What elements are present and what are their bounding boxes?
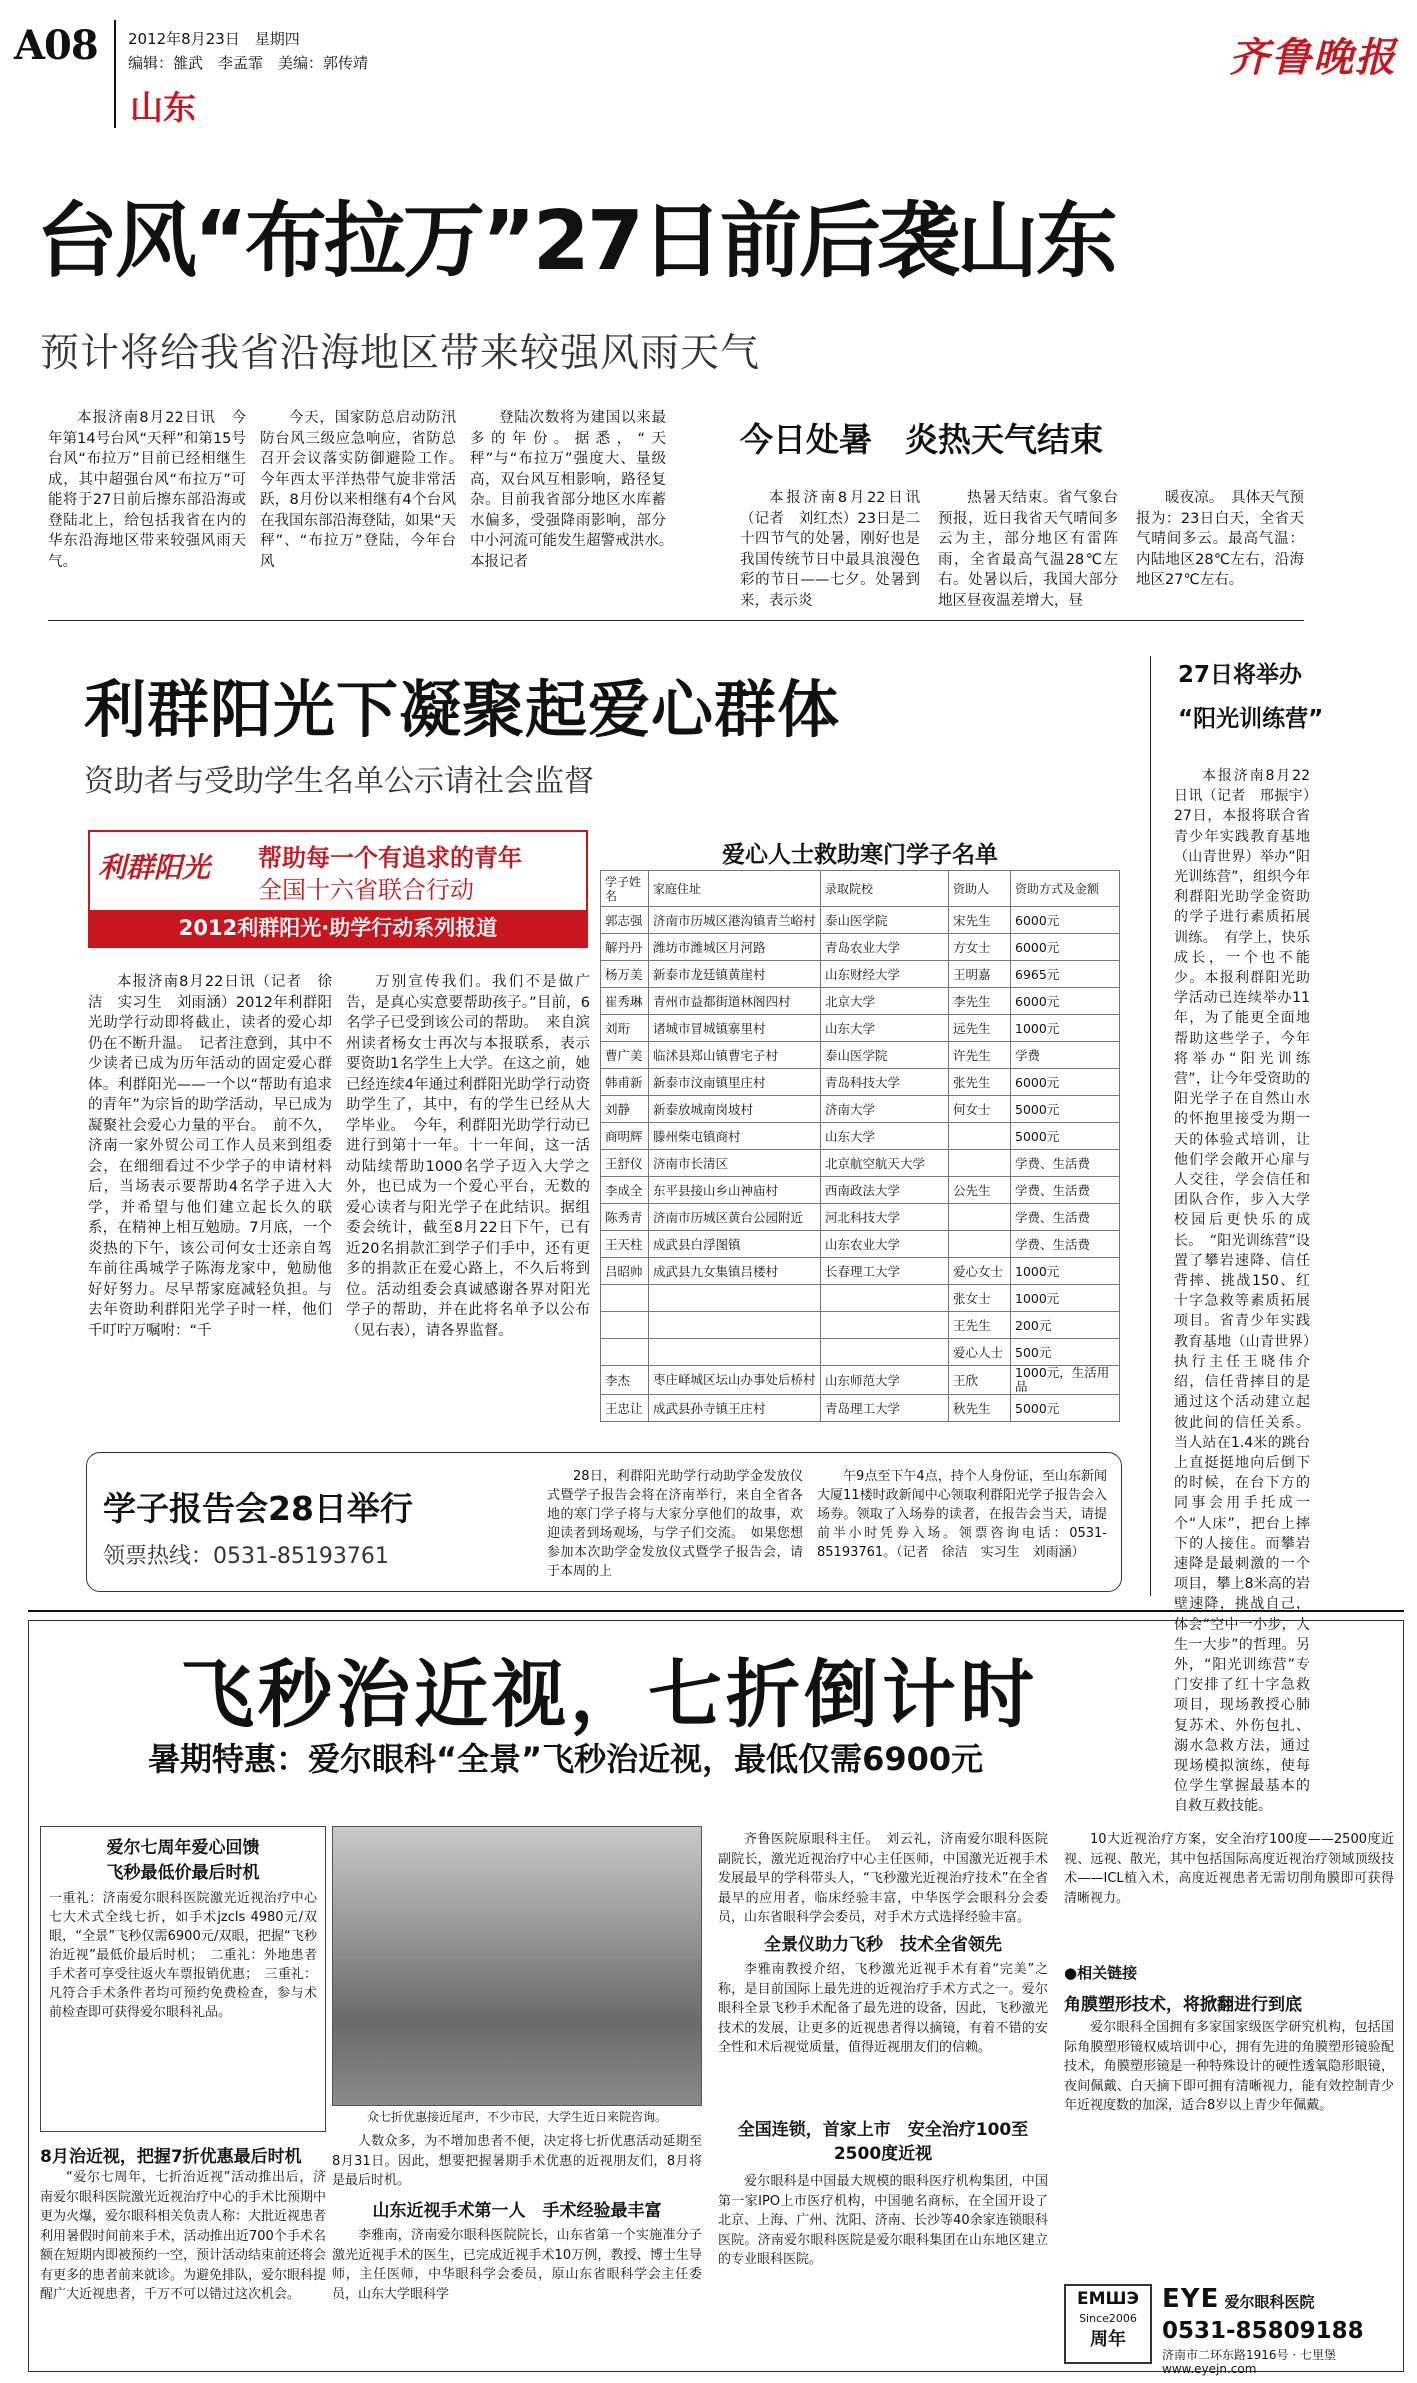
names-table-cell: 1000元: [1011, 1015, 1120, 1042]
report-title: 学子报告会28日举行: [103, 1489, 413, 1528]
ad-badge-since: Since2006: [1079, 2312, 1137, 2325]
names-table-cell: 秋先生: [949, 1395, 1011, 1422]
ad-badge-anniv: 周年: [1090, 2329, 1126, 2350]
editor-credits: 编辑：雒武 李孟霏 美编：郭传靖: [128, 54, 369, 72]
solar-term-column-1: 本报济南8月22日讯（记者 刘红杰）23日是二十四节气的处暑，刚好也是我国传统节日中最具浪漫色彩的节日——七夕。处暑到来，表示炎: [740, 490, 920, 609]
names-table-cell: 杨万美: [601, 961, 649, 988]
solar-term-column-3: 暖夜凉。 具体天气预报为：23日白天，全省天气晴间多云。最高气温：内陆地区28℃左右，沿海地区27℃左右。: [1136, 490, 1304, 588]
names-table-cell: 济南市历城区黄台公园附近: [649, 1204, 821, 1231]
names-table-cell: 曹广美: [601, 1042, 649, 1069]
names-table-cell: 山东财经大学: [821, 961, 949, 988]
section-title: 山东: [130, 88, 196, 127]
names-table-cell: 东平县接山乡山神庙村: [649, 1177, 821, 1204]
solar-term-headline: 今日处暑 炎热天气结束: [740, 420, 1103, 459]
names-table-cell: 成武县九女集镇吕楼村: [649, 1258, 821, 1285]
names-table-body: [601, 907, 1120, 1422]
names-table-cell: 学费、生活费: [1011, 1231, 1120, 1258]
ad-col3-body-1: 齐鲁医院原眼科主任。 刘云礼，济南爱尔眼科医院副院长，激光近视治疗中心主任医师，中国激光近视手术发展最早的学科带头人，“飞秒激光近视治疗技术”在全省最早的应用者，临床经验丰富，中华医学会眼科分会委员，山东省眼科学会委员，对手术方式选择经验丰富。: [718, 1832, 1048, 1925]
names-table-cell: 滕州柴屯镇商村: [649, 1123, 821, 1150]
names-table-header: 家庭住址: [649, 871, 821, 907]
ad-brand-mark: EYE: [1162, 2284, 1220, 2314]
names-table-cell: [821, 1339, 949, 1366]
camp-headline-2: “阳光训练营”: [1178, 706, 1324, 732]
names-table-row: [601, 934, 1120, 961]
names-table-cell: [821, 1285, 949, 1312]
solar-term-column-2: 热暑天结束。省气象台预报，近日我省天气晴间多云为主，部分地区有雷阵雨，全省最高气温28℃左右。处暑以后，我国大部分地区昼夜温差增大，昼: [938, 490, 1118, 609]
names-table-cell: 学费: [1011, 1042, 1120, 1069]
camp-divider: [1150, 656, 1151, 1596]
names-table-cell: 泰山医学院: [821, 907, 949, 934]
names-table-cell: [601, 1312, 649, 1339]
names-table-row: [601, 1204, 1120, 1231]
lijun-headline: 利群阳光下凝聚起爱心群体: [84, 673, 841, 746]
ad-col2-heading-1: 8月治近视，把握7折优惠最后时机: [40, 2147, 302, 2167]
names-table-row: [601, 961, 1120, 988]
names-table-cell: [949, 1231, 1011, 1258]
names-table-row: [601, 1123, 1120, 1150]
names-table-cell: 刘静: [601, 1096, 649, 1123]
names-table-cell: [949, 1123, 1011, 1150]
names-table-cell: 山东大学: [821, 1015, 949, 1042]
ad-col3-heading-2: 全国连锁，首家上市 安全治疗100至2500度近视: [737, 2120, 1029, 2164]
names-table: [600, 870, 1120, 1422]
names-table-cell: 刘珩: [601, 1015, 649, 1042]
names-table-row: [601, 1069, 1120, 1096]
names-table-cell: 解丹丹: [601, 934, 649, 961]
names-table-cell: 商明辉: [601, 1123, 649, 1150]
names-table-row: [601, 1015, 1120, 1042]
names-table-row: [601, 1312, 1120, 1339]
names-table-cell: 韩甫新: [601, 1069, 649, 1096]
ad-gift-box: [40, 1826, 326, 2132]
names-table-cell: 5000元: [1011, 1096, 1120, 1123]
ad-col3-body-2: 李雅南教授介绍，飞秒激光近视手术有着“完美”之称，是目前国际上最先进的近视治疗手术方式之一。爱尔眼科全景飞秒手术配备了最先进的设备，因此，飞秒激光技术的发展，让更多的近视患者得以摘镜，有着不错的安全性和术后视觉质量，值得近视朋友们的信赖。: [718, 1962, 1048, 2055]
names-table-cell: 张女士: [949, 1285, 1011, 1312]
names-table-cell: 西南政法大学: [821, 1177, 949, 1204]
names-table-header: 录取院校: [821, 871, 949, 907]
ad-gift-body: 一重礼：济南爱尔眼科医院激光近视治疗中心七大术式全线七折，如手术jzcls 4980元/双眼，“全景”飞秒仅需6900元/双眼，把握“飞秒治近视”最低价最后时机； 二重礼：外地患者手术者可享受往返火车票报销优惠； 三重礼：凡符合手术条件者均可预约免费检查，参与术前检查即可获得爱尔眼科礼品。: [49, 1891, 317, 2020]
names-table-cell: 李成全: [601, 1177, 649, 1204]
names-table-cell: 许先生: [949, 1042, 1011, 1069]
names-table-cell: 济南市历城区港沟镇青兰峪村: [649, 907, 821, 934]
names-table-cell: 王忠让: [601, 1395, 649, 1422]
names-table-cell: 1000元: [1011, 1285, 1120, 1312]
names-table-cell: 1000元: [1011, 1258, 1120, 1285]
names-table-row: [601, 1258, 1120, 1285]
ad-brand-name: 爱尔眼科医院: [1224, 2293, 1315, 2311]
names-table-cell: 学费、生活费: [1011, 1150, 1120, 1177]
names-table-cell: 李杰: [601, 1366, 649, 1395]
names-table-cell: 方女士: [949, 934, 1011, 961]
ad-gift-title-1: 爱尔七周年爱心回馈: [106, 1838, 260, 1858]
report-column-2: 午9点至下午4点，持个人身份证，至山东新闻大厦11楼时政新闻中心领取利群阳光学子报告会入场券。领取了入场券的读者，在报告会当天，请提前半小时凭券入场。领票咨询电话：0531-85193761。（记者 徐洁 实习生 刘雨涵）: [817, 1469, 1107, 1560]
names-table-cell: [649, 1339, 821, 1366]
names-table-row: [601, 1096, 1120, 1123]
names-table-header: 资助方式及金额: [1011, 871, 1120, 907]
names-table-cell: 青岛科技大学: [821, 1069, 949, 1096]
names-table-cell: 新泰放城南岗坡村: [649, 1096, 821, 1123]
names-table-cell: [601, 1339, 649, 1366]
names-table-cell: 山东农业大学: [821, 1231, 949, 1258]
ad-badge-mark: ЕМШЭ: [1076, 2289, 1139, 2309]
names-table-cell: 何女士: [949, 1096, 1011, 1123]
report-column-1: 28日，利群阳光助学行动助学金发放仪式暨学子报告会将在济南举行，来自全省各地的寒门学子将与大家分享他们的故事，欢迎读者到场观场，与学子们交流。 如果您想参加本次助学金发放仪式暨学子报告会，请于本周的上: [547, 1469, 803, 1579]
report-box: [86, 1452, 1122, 1592]
ad-phone: 0531-85809188: [1162, 2318, 1364, 2344]
names-table-cell: 新泰市汶南镇里庄村: [649, 1069, 821, 1096]
names-table-cell: 6965元: [1011, 961, 1120, 988]
ad-col2-body-1: “爱尔七周年，七折治近视”活动推出后，济南爱尔眼科医院激光近视治疗中心的手术比预期中更为火爆，爱尔眼科相关负责人称：大批近视患者利用暑假时间前来手术，活动推出近700个手术名额在短期内即被预约一空，预计活动结束前还将会有更多的患者前来就诊。为避免排队，爱尔眼科提醒广大近视患者，千万不可以错过这次机会。: [40, 2170, 327, 2302]
section-bottom-rule: [28, 1610, 1404, 1612]
ad-brand: [1162, 2284, 1398, 2314]
names-table-cell: 诸城市冒城镇寨里村: [649, 1015, 821, 1042]
names-table-cell: 5000元: [1011, 1123, 1120, 1150]
names-table-title: 爱心人士救助寒门学子名单: [722, 842, 998, 868]
names-table-cell: [649, 1285, 821, 1312]
names-table-cell: [821, 1312, 949, 1339]
page-number: A08: [14, 22, 98, 69]
names-table-cell: 新泰市龙廷镇黄崖村: [649, 961, 821, 988]
names-table-cell: 200元: [1011, 1312, 1120, 1339]
typhoon-bottom-rule: [48, 620, 1304, 621]
names-table-cell: 王舒仪: [601, 1150, 649, 1177]
names-table-cell: 河北科技大学: [821, 1204, 949, 1231]
names-table-cell: 学费、生活费: [1011, 1204, 1120, 1231]
names-table-header: 资助人: [949, 871, 1011, 907]
names-table-row: [601, 1366, 1120, 1395]
typhoon-column-2: 今天，国家防总启动防汛防台风三级应急响应，省防总召开会议落实防御避险工作。 今年西太平洋热带气旋非常活跃，8月份以来相继有4个台风在我国东部沿海登陆，如果“天秤”、“布拉万”登陆，今年台风: [260, 410, 471, 570]
typhoon-column-3: 登陆次数将为建国以来最多的年份。据悉，“天秤”与“布拉万”强度大、量级高，双台风互相影响，路径复杂。目前我省部分地区水库蓄水偏多，受强降雨影响，部分中小河流可能发生超警戒洪水。 本报记者: [470, 410, 681, 570]
names-table-cell: [949, 1150, 1011, 1177]
names-table-cell: 陈秀青: [601, 1204, 649, 1231]
typhoon-headline: 台风“布拉万”27日前后袭山东: [36, 194, 1115, 289]
names-table-cell: 李先生: [949, 988, 1011, 1015]
ad-gift-title-2: 飞秒最低价最后时机: [106, 1863, 260, 1883]
lijun-banner-line1: 帮助每一个有追求的青年: [258, 844, 522, 872]
names-table-cell: 崔秀琳: [601, 988, 649, 1015]
names-table-cell: 王欣: [949, 1366, 1011, 1395]
header-divider: [114, 20, 116, 128]
names-table-cell: 远先生: [949, 1015, 1011, 1042]
ad-col2-body-2: 人数众多，为不增加患者不便，决定将七折优惠活动延期至8月31日。因此，想要把握暑期手术优惠的近视朋友们，8月将是最后时机。: [332, 2134, 702, 2188]
typhoon-subhead: 预计将给我省沿海地区带来较强风雨天气: [40, 331, 761, 376]
names-table-cell: 山东大学: [821, 1123, 949, 1150]
names-table-row: [601, 907, 1120, 934]
names-table-cell: 潍坊市潍城区月河路: [649, 934, 821, 961]
camp-headline-1: 27日将举办: [1178, 662, 1303, 688]
lijun-body-column-1: 本报济南8月22日讯（记者 徐洁 实习生 刘雨涵）2012年利群阳光助学行动即将截止，读者的爱心却仍在不断升温。 记者注意到，其中不少读者已成为历年活动的固定爱心群体。利群阳光——一个以“帮助有追求的青年”为宗旨的助学活动，早已成为凝聚社会爱心力量的平台。 前不久，济南一家外贸公司工作人员来到组委会，在细细看过不少学子的申请材料后，当场表示要帮助4名学子进入大学，并希望与他们建立起长久的联系，在精神上相互勉励。7月底，一个炎热的下午，该公司何女士还亲自驾车前往禹城学子陈海龙家中，勉励他好好努力。尽早帮家庭减轻负担。与去年资助利群阳光学子时一样，他们千叮咛万嘱咐：“千: [88, 974, 332, 1339]
ad-headline: 飞秒治近视，七折倒计时: [180, 1652, 1038, 1738]
lijun-body-column-2: 万别宣传我们。我们不是做广告，是真心实意要帮助孩子。”目前，6名学子已受到该公司的帮助。 来自滨州读者杨女士再次与本报联系，表示要资助1名学生上大学。在这之前，她已经连续4年通过利群阳光助学行动资助学生了，其中，有的学生已经从大学毕业。 今年，利群阳光助学行动已进行到第十一年。十一年间，这一活动陆续帮助1000名学子迈入大学之外，也已成为一个爱心平台，无数的爱心读者与阳光学子在此结识。据组委会统计，截至8月22日下午，已有近20名捐款汇到学子们手中，还有更多的捐款正在爱心路上，不久后将到位。活动组委会真诚感谢各界对阳光学子的帮助，并在此将名单予以公布（见右表），请各界监督。: [346, 974, 590, 1339]
names-table-row: [601, 1231, 1120, 1258]
names-table-row: [601, 988, 1120, 1015]
names-table-cell: 临沭县郑山镇曹宅子村: [649, 1042, 821, 1069]
names-table-cell: 青州市益都街道林阁四村: [649, 988, 821, 1015]
names-table-cell: 张先生: [949, 1069, 1011, 1096]
names-table-cell: 6000元: [1011, 1069, 1120, 1096]
names-table-cell: 北京航空航天大学: [821, 1150, 949, 1177]
lijun-banner: [88, 830, 588, 948]
names-table-cell: 6000元: [1011, 934, 1120, 961]
names-table-cell: 郭志强: [601, 907, 649, 934]
ad-address: 济南市二环东路1916号 · 七里堡: [1162, 2348, 1336, 2362]
names-table-cell: 6000元: [1011, 988, 1120, 1015]
ad-website: www.eyejn.com: [1162, 2362, 1257, 2376]
ad-photo: [332, 1826, 702, 2106]
names-table-cell: 成武县白浮图镇: [649, 1231, 821, 1258]
names-table-row: [601, 1339, 1120, 1366]
names-table-cell: 成武县孙寺镇王庄村: [649, 1395, 821, 1422]
names-table-cell: 王天柱: [601, 1231, 649, 1258]
ad-col3-body-3: 爱尔眼科是中国最大规模的眼科医疗机构集团，中国第一家IPO上市医疗机构，中国驰名商标，在全国开设了北京、上海、广州、沈阳、济南、长沙等40余家连锁眼科医院。济南爱尔眼科医院是爱尔眼科集团在山东地区建立的专业眼科医院。: [718, 2174, 1048, 2267]
camp-body: 本报济南8月22日讯（记者 邢振宇）27日，本报将联合省青少年实践教育基地（山青世界）举办“阳光训练营”，组织今年利群阳光助学金资助的学子进行素质拓展训练。 有学上，快乐成长，一个也不能少。本报利群阳光助学活动已连续举办11年，为了能更全面地帮助这些学子，今年将举办“阳光训练营”，让今年受资助的阳光学子在自然山水的怀抱里接受为期一天的体验式培训，让他们学会敞开心扉与人交往，学会信任和团队合作，步入大学校园后更快乐的成长。 “阳光训练营”设置了攀岩速降、信任背摔、挑战150、红十字急救等素质拓展项目。省青少年实践教育基地（山青世界）执行主任王晓伟介绍，信任背摔目的是通过这个活动建立起彼此间的信任关系。当人站在1.4米的跳台上直挺挺地向后倒下的时候，在台下方的同事会用手托成一个“人床”，把台上摔下的人接住。而攀岩速降是最刺激的一个项目，攀上8米高的岩壁速降，挑战自己，体会“空中一小步，人生一大步”的哲理。另外，“阳光训练营”专门安排了红十字急救项目，现场教授心肺复苏术、外伤包扎、溺水急救方法，通过现场模拟演练，使每位学生掌握最基本的自救互救技能。: [1174, 768, 1310, 1815]
names-table-cell: 公先生: [949, 1177, 1011, 1204]
lijun-banner-logo: 利群阳光: [98, 851, 211, 884]
lijun-banner-bar: 2012利群阳光·助学行动系列报道: [90, 910, 586, 946]
names-table-cell: 学费、生活费: [1011, 1177, 1120, 1204]
ad-col2-heading-2: 山东近视手术第一人 手术经验最丰富: [372, 2201, 662, 2221]
ad-anniversary-badge: [1064, 2284, 1152, 2364]
ad-col4-link-label: ●相关链接: [1064, 1964, 1138, 1982]
names-table-cell: 王先生: [949, 1312, 1011, 1339]
ad-col4-body-1: 10大近视治疗方案，安全治疗100度——2500度近视、远视、散光，其中包括国际高度近视治疗领域顶级技术——ICL植入术，高度近视患者无需切削角膜即可获得清晰视力。: [1064, 1832, 1394, 1906]
names-table-row: [601, 1395, 1120, 1422]
names-table-row: [601, 1150, 1120, 1177]
names-table-cell: 500元: [1011, 1339, 1120, 1366]
report-hotline: 领票热线：0531-85193761: [103, 1544, 389, 1569]
names-table-cell: [949, 1204, 1011, 1231]
ad-col2-body-3: 李雅南，济南爱尔眼科医院院长，山东省第一个实施准分子激光近视手术的医生，已完成近视手术10万例，教授、博士生导师，主任医师，中华眼科学会委员，原山东省眼科学会主任委员，山东大学眼科学: [332, 2228, 702, 2302]
lijun-subhead: 资助者与受助学生名单公示请社会监督: [84, 764, 594, 799]
ad-subhead: 暑期特惠：爱尔眼科“全景”飞秒治近视，最低仅需6900元: [148, 1740, 984, 1778]
names-table-cell: 青岛农业大学: [821, 934, 949, 961]
names-table-row: [601, 1285, 1120, 1312]
names-table-cell: 王明嘉: [949, 961, 1011, 988]
names-table-cell: 爱心女士: [949, 1258, 1011, 1285]
ad-col4-heading: 角膜塑形技术，将掀翻进行到底: [1064, 1995, 1302, 2015]
names-table-cell: 青岛理工大学: [821, 1395, 949, 1422]
lijun-banner-line2: 全国十六省联合行动: [258, 876, 474, 904]
names-table-cell: 泰山医学院: [821, 1042, 949, 1069]
names-table-cell: 山东师范大学: [821, 1366, 949, 1395]
newspaper-logo: 齐鲁晚报: [1229, 34, 1397, 81]
names-table-cell: 枣庄峄城区坛山办事处后桥村: [649, 1366, 821, 1395]
names-table-cell: 济南市长清区: [649, 1150, 821, 1177]
ad-col3-heading-1: 全景仪助力飞秒 技术全省领先: [764, 1935, 1002, 1955]
names-table-row: [601, 1042, 1120, 1069]
issue-date: 2012年8月23日 星期四: [128, 30, 300, 48]
names-table-wrap: [600, 870, 1120, 1422]
names-table-cell: 6000元: [1011, 907, 1120, 934]
names-table-cell: 长春理工大学: [821, 1258, 949, 1285]
names-table-cell: 吕昭帅: [601, 1258, 649, 1285]
names-table-row: [601, 1177, 1120, 1204]
names-table-cell: [649, 1312, 821, 1339]
names-table-cell: 1000元，生活用品: [1011, 1366, 1120, 1395]
names-table-cell: 济南大学: [821, 1096, 949, 1123]
names-table-header: 学子姓名: [601, 871, 649, 907]
ad-photo-caption: 众七折优惠接近尾声，不少市民，大学生近日来院咨询。: [366, 2110, 667, 2124]
names-table-cell: 5000元: [1011, 1395, 1120, 1422]
typhoon-column-1: 本报济南8月22日讯 今年第14号台风“天秤”和第15号台风“布拉万”目前已经相继生成，其中超强台风“布拉万”可能将于27日前后擦东部沿海或登陆北上，给包括我省在内的华东沿海地区带来较强风雨天气。: [48, 410, 246, 570]
names-table-cell: 爱心人士: [949, 1339, 1011, 1366]
names-table-cell: 宋先生: [949, 907, 1011, 934]
names-table-cell: 北京大学: [821, 988, 949, 1015]
ad-col4-body-2: 爱尔眼科全国拥有多家国家级医学研究机构，包括国际角膜塑形镜权威培训中心，拥有先进的角膜塑形镜验配技术，角膜塑形镜是一种特殊设计的硬性透氧隐形眼镜，夜间佩戴、白天摘下即可拥有清晰视力，能有效控制青少年近视度数的加深，适合8岁以上青少年佩戴。: [1064, 2020, 1394, 2113]
names-table-cell: [601, 1285, 649, 1312]
